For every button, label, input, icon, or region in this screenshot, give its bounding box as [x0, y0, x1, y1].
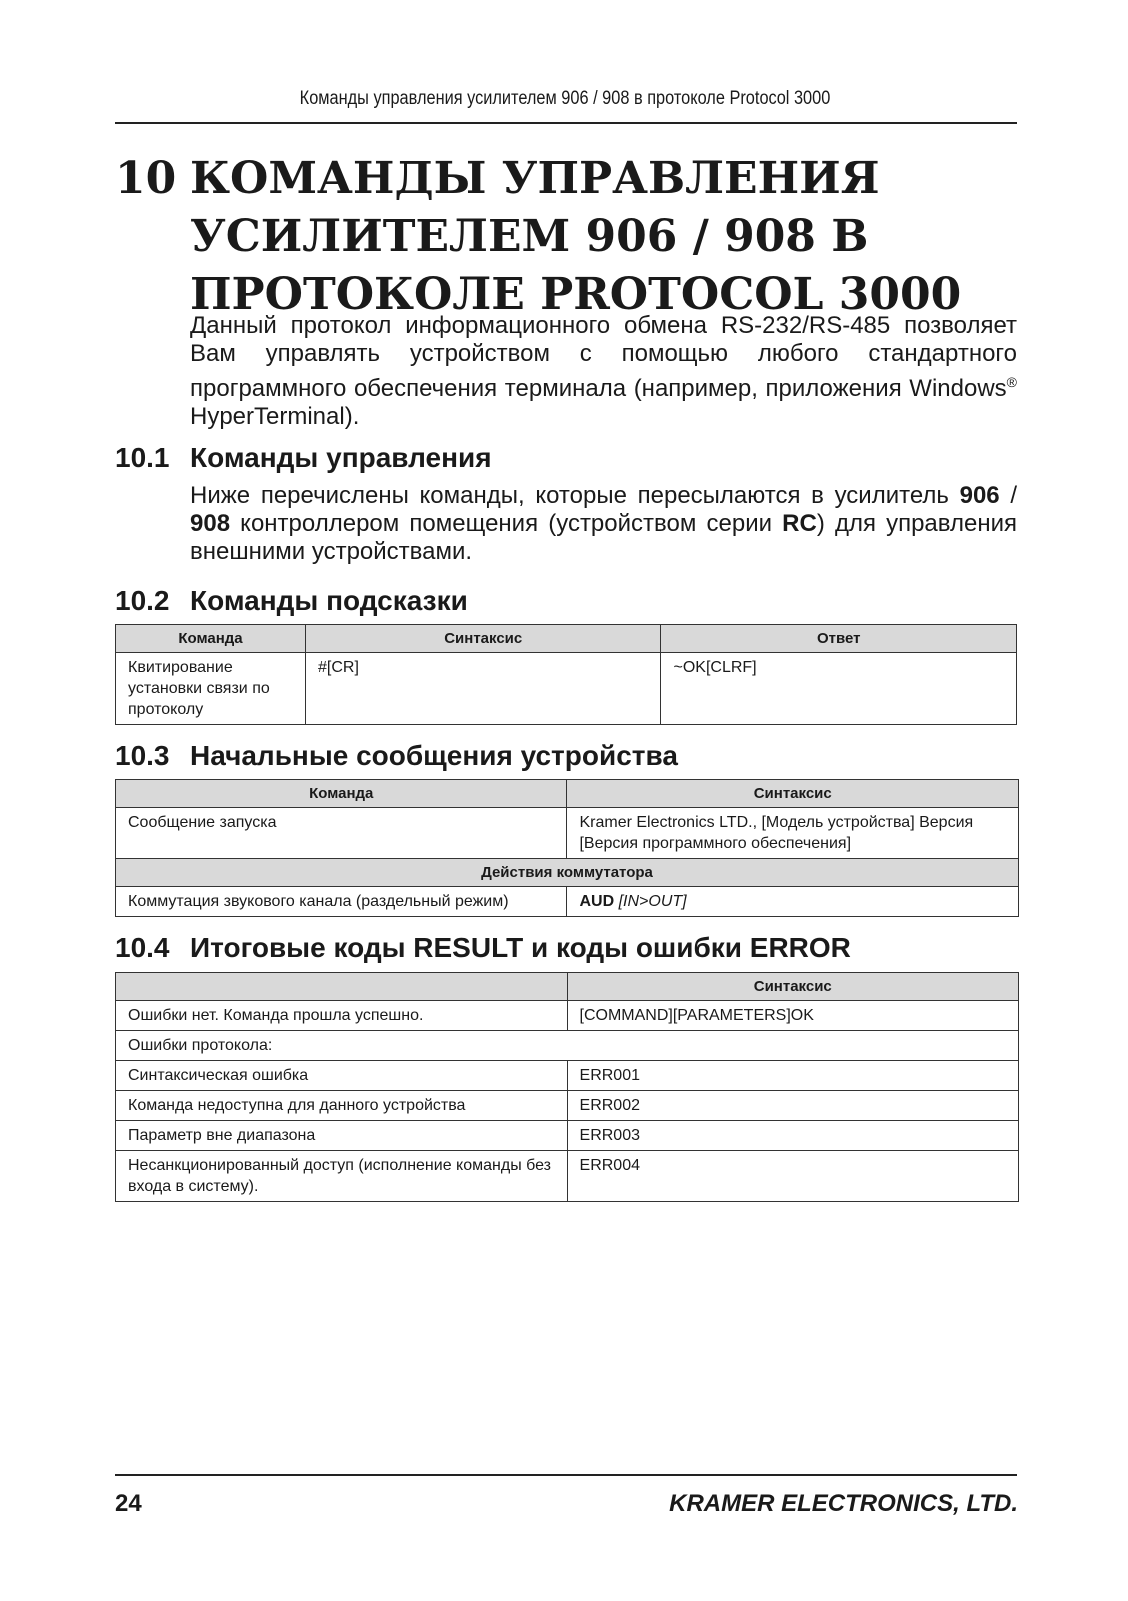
protocol-errors-row: Ошибки протокола:: [116, 1031, 1019, 1061]
code-cell: ERR004: [567, 1151, 1018, 1202]
command-cell: Сообщение запуска: [116, 808, 567, 859]
section-number: 10.4: [115, 932, 170, 963]
section-number: 10.2: [115, 585, 170, 616]
section-title: Команды подсказки: [190, 585, 468, 616]
model-906: 906: [959, 482, 1000, 509]
page-number: 24: [115, 1490, 142, 1517]
running-header: Команды управления усилителем 906 / 908 в протоколе Protocol 3000: [299, 88, 831, 109]
hint-commands-table: [115, 624, 1017, 725]
chapter-title: [190, 150, 1020, 324]
table-row: [116, 887, 1019, 917]
intro-line: HyperTerminal).: [190, 403, 360, 430]
description-cell: Параметр вне диапазона: [116, 1121, 568, 1151]
text-run: контроллером помещения (устройством серии: [230, 510, 783, 537]
column-header: Команда: [116, 780, 567, 808]
chapter-title-line: КОМАНДЫ УПРАВЛЕНИЯ: [190, 153, 880, 204]
section-heading-10-3: [115, 740, 678, 772]
section-heading-10-1: [115, 442, 492, 474]
section-title: Команды управления: [190, 442, 492, 473]
text-run: Ниже перечислены команды, которые пересылаются в усилитель: [190, 482, 960, 509]
table-subheader-row: [116, 859, 1019, 887]
section-title: Начальные сообщения устройства: [190, 740, 678, 771]
switcher-actions-subheader: Действия коммутатора: [116, 859, 1019, 887]
text-run: /: [999, 482, 1017, 509]
response-cell: ~OK[CLRF]: [661, 653, 1017, 725]
chapter-title-line: УСИЛИТЕЛЕМ 906 / 908 В: [190, 211, 869, 262]
column-header: Синтаксис: [567, 780, 1019, 808]
syntax-cell: #[CR]: [306, 653, 661, 725]
command-cell: Квитирование установки связи по протоколу: [116, 653, 306, 725]
section-number: 10.3: [115, 740, 170, 771]
description-cell: Ошибки нет. Команда прошла успешно.: [116, 1001, 568, 1031]
paragraph-line: [190, 482, 1017, 510]
paragraph-line: внешними устройствами.: [190, 538, 473, 565]
column-header: Синтаксис: [567, 973, 1018, 1001]
column-header-empty: [116, 973, 568, 1001]
code-cell: ERR001: [567, 1061, 1018, 1091]
column-header: Команда: [116, 625, 306, 653]
model-908: 908: [190, 510, 231, 537]
startup-messages-table: [115, 779, 1019, 917]
section-number: 10.1: [115, 442, 170, 473]
chapter-title-line: ПРОТОКОЛЕ PROTOCOL 3000: [190, 269, 962, 320]
paragraph-line: [190, 510, 1017, 538]
intro-line: Вам управлять устройством с помощью любого стандартного: [190, 340, 1017, 367]
text-run: ) для управления: [816, 510, 1017, 537]
table-row: [116, 1061, 1019, 1091]
syntax-keyword: AUD: [579, 893, 615, 910]
chapter-number: 10: [115, 153, 177, 204]
code-cell: [COMMAND][PARAMETERS]OK: [567, 1001, 1018, 1031]
registered-mark: ®: [1006, 374, 1017, 390]
section-title: Итоговые коды RESULT и коды ошибки ERROR: [190, 932, 851, 963]
syntax-params: [IN>OUT]: [618, 893, 687, 910]
table-row: [116, 1091, 1019, 1121]
table-header-row: [116, 625, 1017, 653]
code-cell: ERR003: [567, 1121, 1018, 1151]
footer-rule: [115, 1474, 1017, 1476]
section-10-1-paragraph: [190, 482, 1017, 566]
table-row: [116, 1001, 1019, 1031]
table-row: [116, 653, 1017, 725]
table-header-row: [116, 780, 1019, 808]
intro-paragraph: [190, 312, 1017, 431]
header-rule: [115, 122, 1017, 124]
code-cell: ERR002: [567, 1091, 1018, 1121]
result-codes-table: [115, 972, 1019, 1202]
intro-line-text: программного обеспечения терминала (например, приложения Windows: [190, 375, 1007, 402]
section-heading-10-4: [115, 932, 851, 964]
syntax-cell: Kramer Electronics LTD., [Модель устройства] Версия [Версия программного обеспечения]: [567, 808, 1019, 859]
section-heading-10-2: [115, 585, 468, 617]
table-row: [116, 808, 1019, 859]
intro-line: [190, 368, 1017, 403]
table-row: [116, 1151, 1019, 1202]
column-header: Синтаксис: [306, 625, 661, 653]
table-row: [116, 1031, 1019, 1061]
intro-line: Данный протокол информационного обмена RS-232/RS-485 позволяет: [190, 312, 1017, 339]
column-header: Ответ: [661, 625, 1017, 653]
description-cell: Синтаксическая ошибка: [116, 1061, 568, 1091]
table-header-row: [116, 973, 1019, 1001]
series-rc: RC: [782, 510, 817, 537]
command-cell: Коммутация звукового канала (раздельный режим): [116, 887, 567, 917]
company-name: KRAMER ELECTRONICS, LTD.: [669, 1490, 1018, 1517]
description-cell: Несанкционированный доступ (исполнение команды без входа в систему).: [116, 1151, 568, 1202]
syntax-cell: [567, 887, 1019, 917]
description-cell: Команда недоступна для данного устройства: [116, 1091, 568, 1121]
table-row: [116, 1121, 1019, 1151]
